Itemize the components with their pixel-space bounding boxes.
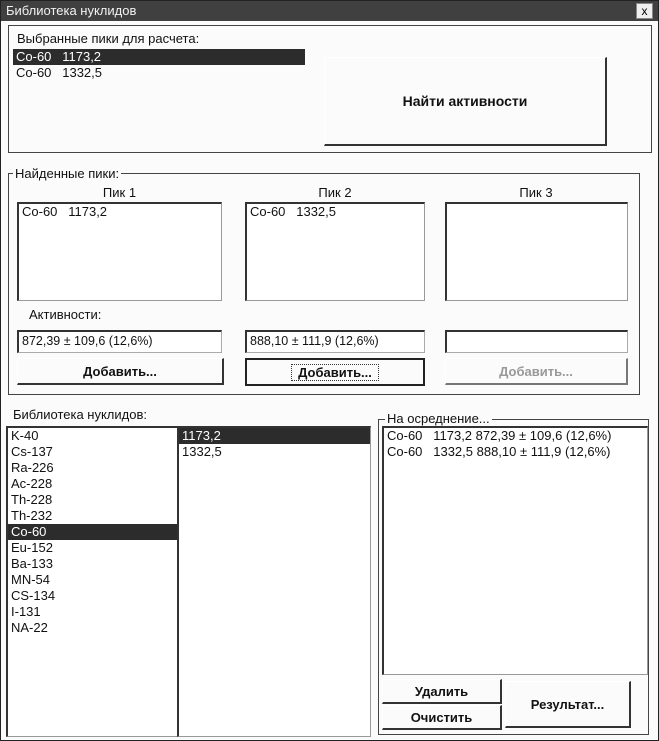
nuclide-list[interactable] bbox=[6, 426, 179, 737]
nuclide-item[interactable]: K-40 bbox=[11, 428, 39, 443]
result-button[interactable] bbox=[505, 681, 631, 728]
energy-item[interactable]: 1332,5 bbox=[182, 444, 222, 459]
nuclide-item[interactable]: MN-54 bbox=[11, 572, 51, 587]
nuclide-item[interactable]: NA-22 bbox=[11, 620, 48, 635]
clear-label: Очистить bbox=[410, 709, 473, 725]
peak1-list[interactable] bbox=[17, 202, 222, 301]
peak3-list[interactable] bbox=[445, 202, 628, 301]
selected-peak-item[interactable]: Co-60 1332,5 bbox=[16, 65, 103, 80]
averaging-item[interactable]: Co-60 1332,5 888,10 ± 111,9 (12,6%) bbox=[387, 444, 611, 459]
peak2-list[interactable] bbox=[245, 202, 425, 301]
nuclide-item[interactable]: Ba-133 bbox=[11, 556, 53, 571]
title-bar bbox=[1, 1, 658, 21]
peak1-activity-field[interactable]: 872,39 ± 109,6 (12,6%) bbox=[17, 330, 222, 353]
averaging-list[interactable] bbox=[382, 426, 648, 675]
nuclide-item[interactable]: Ac-228 bbox=[11, 476, 53, 491]
peak3-add-label: Добавить... bbox=[499, 363, 573, 379]
peak1-header: Пик 1 bbox=[102, 185, 137, 200]
nuclide-item[interactable]: CS-134 bbox=[11, 588, 56, 603]
energy-list[interactable] bbox=[177, 426, 371, 737]
find-activities-button[interactable] bbox=[324, 57, 607, 146]
selected-peak-item[interactable]: Co-60 1173,2 bbox=[13, 49, 305, 65]
nuclide-item[interactable]: Eu-152 bbox=[11, 540, 53, 555]
find-activities-label: Найти активности bbox=[402, 93, 528, 109]
peak3-header: Пик 3 bbox=[519, 185, 553, 200]
peak2-activity-field[interactable]: 888,10 ± 111,9 (12,6%) bbox=[245, 330, 425, 353]
peak2-header: Пик 2 bbox=[318, 185, 352, 200]
peak2-add-button[interactable] bbox=[245, 358, 425, 386]
close-button[interactable] bbox=[636, 3, 653, 19]
nuclide-item[interactable]: Ra-226 bbox=[11, 460, 54, 475]
close-icon: x bbox=[641, 4, 648, 18]
selected-peaks-label: Выбранные пики для расчета: bbox=[17, 31, 200, 46]
peak3-activity-field[interactable] bbox=[445, 330, 628, 353]
nuclide-item[interactable]: Cs-137 bbox=[11, 444, 53, 459]
delete-label: Удалить bbox=[414, 683, 469, 699]
energy-item[interactable]: 1173,2 bbox=[179, 428, 370, 444]
nuclide-item[interactable]: Th-232 bbox=[11, 508, 53, 523]
window-title: Библиотека нуклидов bbox=[6, 3, 137, 18]
averaging-label: На осреднение... bbox=[387, 411, 490, 426]
delete-button[interactable] bbox=[382, 679, 502, 704]
peak2-item[interactable]: Co-60 1332,5 bbox=[250, 204, 337, 219]
found-peaks-label: Найденные пики: bbox=[15, 166, 120, 181]
library-label: Библиотека нуклидов: bbox=[13, 407, 147, 422]
peak1-add-button[interactable] bbox=[17, 358, 224, 385]
nuclide-item[interactable]: I-131 bbox=[11, 604, 41, 619]
result-label: Результат... bbox=[530, 696, 605, 712]
peak1-add-label: Добавить... bbox=[83, 363, 157, 379]
peak1-item[interactable]: Co-60 1173,2 bbox=[22, 204, 108, 219]
activities-label: Активности: bbox=[29, 307, 102, 322]
nuclide-item[interactable]: Co-60 bbox=[8, 524, 178, 540]
peak2-add-label: Добавить... bbox=[291, 364, 379, 381]
clear-button[interactable] bbox=[382, 705, 502, 730]
nuclide-item[interactable]: Th-228 bbox=[11, 492, 53, 507]
peak3-add-button bbox=[445, 358, 628, 385]
averaging-item[interactable]: Co-60 1173,2 872,39 ± 109,6 (12,6%) bbox=[387, 428, 612, 443]
selected-peaks-list[interactable] bbox=[13, 49, 305, 145]
